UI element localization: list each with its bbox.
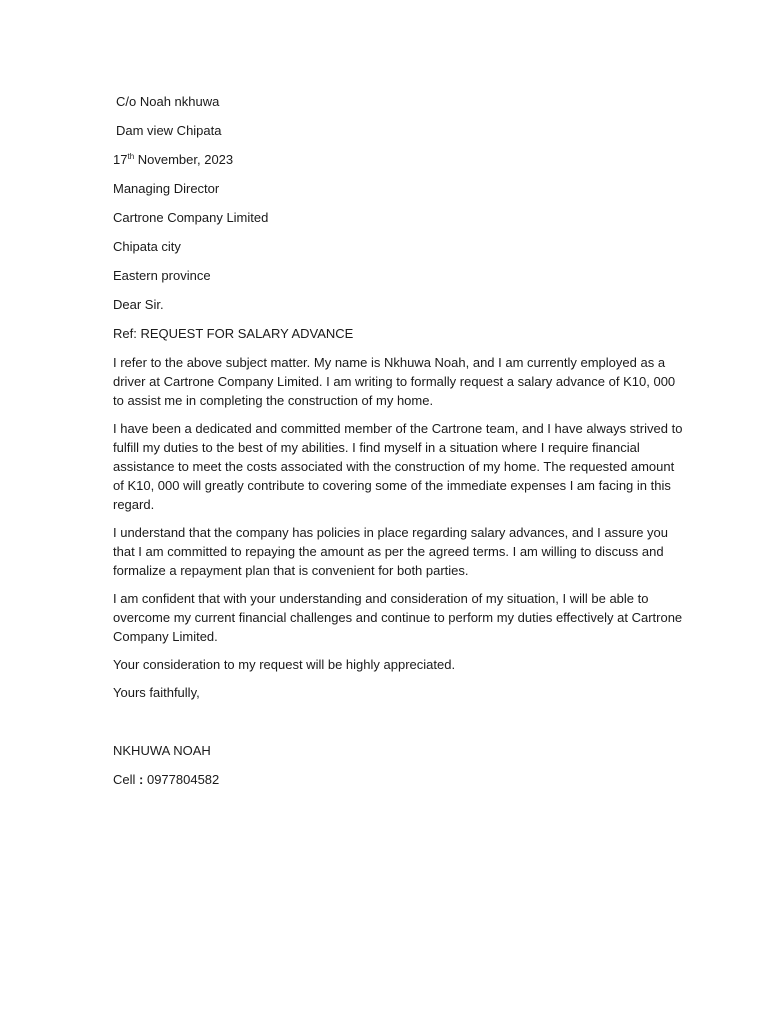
sender-address-line-2: Dam view Chipata (116, 123, 222, 138)
body-paragraph-2: I have been a dedicated and committed member of the Cartrone team, and I have always strived to fulfill my duties to the best of my abilities. I find myself in a situation where I require financial assistance to meet the costs associated with the construction of my home. The requested amount of K10, 000 will greatly contribute to covering some of the immediate expenses I am facing in this regard. (113, 421, 683, 512)
date-suffix: th (127, 152, 135, 161)
reference-line: Ref: REQUEST FOR SALARY ADVANCE (113, 326, 354, 341)
signature-name: NKHUWA NOAH (113, 743, 211, 758)
closing: Yours faithfully, (113, 685, 200, 700)
salutation: Dear Sir. (113, 297, 164, 312)
date-month-year: November, 2023 (134, 152, 234, 167)
recipient-city: Chipata city (113, 239, 181, 254)
body-paragraph-1: I refer to the above subject matter. My name is Nkhuwa Noah, and I am currently employed as a driver at Cartrone Company Limited. I am writing to formally request a salary advance of K10, 000 to assist me in completing the construction of my home. (113, 355, 676, 408)
cell-contact (113, 770, 683, 789)
cell-label: Cell (113, 772, 136, 787)
letter-date (113, 150, 683, 169)
cell-separator: : (135, 772, 147, 787)
recipient-province: Eastern province (113, 268, 211, 283)
recipient-title: Managing Director (113, 181, 220, 196)
date-day: 17 (113, 152, 128, 167)
cell-number: 0977804582 (146, 772, 220, 787)
letter-page (113, 92, 683, 799)
body-paragraph-4: I am confident that with your understanding and consideration of my situation, I will be able to overcome my current financial challenges and continue to perform my duties effectively at Cartrone Company Limited. (113, 591, 683, 644)
recipient-company: Cartrone Company Limited (113, 210, 269, 225)
sender-address-line-1: C/o Noah nkhuwa (116, 94, 220, 109)
body-paragraph-5: Your consideration to my request will be highly appreciated. (113, 657, 456, 672)
body-paragraph-3: I understand that the company has policies in place regarding salary advances, and I assure you that I am committed to repaying the amount as per the agreed terms. I am willing to discuss and formalize a repayment plan that is convenient for both parties. (113, 525, 669, 578)
signature-space (113, 712, 683, 741)
